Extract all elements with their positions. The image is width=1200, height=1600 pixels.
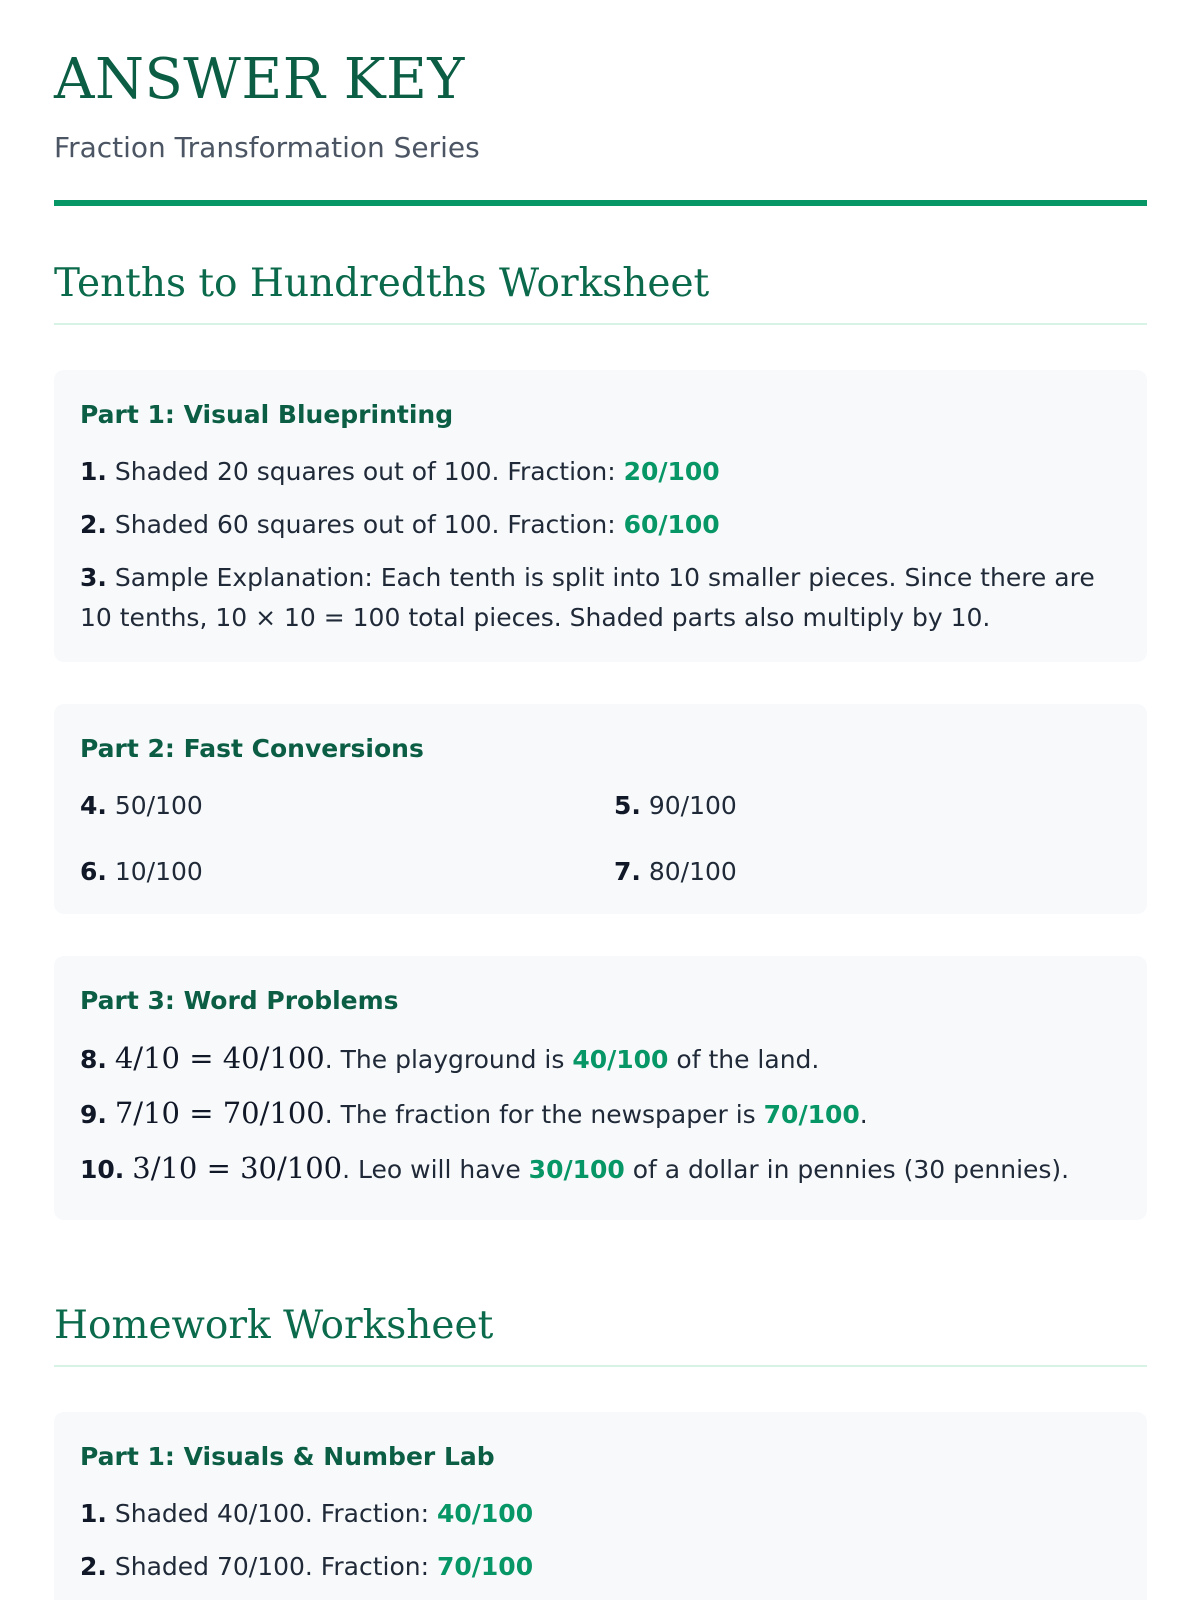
answer-text: Sample Explanation: Each tenth is split into 10 smaller pieces. Since there are 10 tenths, 10 × 10 = 100 total pieces. Shaded parts also multiply by 10. bbox=[80, 563, 1095, 632]
title-divider bbox=[54, 200, 1147, 206]
part-title: Part 2: Fast Conversions bbox=[80, 734, 424, 763]
part-title: Part 1: Visual Blueprinting bbox=[80, 400, 454, 429]
conversion-value: 10/100 bbox=[114, 857, 203, 886]
conversion-value: 80/100 bbox=[648, 857, 737, 886]
question-number: 1. bbox=[80, 457, 107, 486]
part-card-visuals-number-lab bbox=[54, 1412, 1147, 1600]
answer-text: . The fraction for the newspaper is bbox=[324, 1100, 756, 1129]
question-number: 2. bbox=[80, 510, 107, 539]
answer-value: 70/100 bbox=[763, 1100, 860, 1129]
answer-value: 40/100 bbox=[572, 1045, 669, 1074]
part-card-visual-blueprinting bbox=[54, 370, 1147, 662]
answer-value: 40/100 bbox=[436, 1499, 534, 1528]
answer-item-1 bbox=[80, 1494, 1121, 1534]
answer-item-1 bbox=[80, 452, 1121, 492]
math-expression: 4/10 = 40/100 bbox=[114, 1041, 325, 1075]
question-number: 4. bbox=[80, 791, 107, 820]
answer-item-2 bbox=[80, 1547, 1121, 1587]
answer-text: . The playground is bbox=[324, 1045, 565, 1074]
answer-text: Shaded 40/100. Fraction: bbox=[114, 1499, 430, 1528]
answer-item-8 bbox=[80, 1038, 1121, 1080]
answer-text: Shaded 20 squares out of 100. Fraction: bbox=[114, 457, 616, 486]
question-number: 9. bbox=[80, 1100, 107, 1129]
conversion-item-5 bbox=[614, 786, 1121, 826]
answer-value: 60/100 bbox=[623, 510, 720, 539]
question-number: 10. bbox=[80, 1155, 125, 1184]
question-number: 2. bbox=[80, 1552, 107, 1581]
math-expression: 3/10 = 30/100 bbox=[132, 1151, 343, 1185]
answer-item-3 bbox=[80, 558, 1121, 638]
answer-text-end: . bbox=[859, 1100, 868, 1129]
part-title: Part 1: Visuals & Number Lab bbox=[80, 1442, 495, 1471]
part-card-fast-conversions bbox=[54, 704, 1147, 914]
answer-item-2 bbox=[80, 505, 1121, 545]
math-expression: 7/10 = 70/100 bbox=[114, 1096, 325, 1130]
answer-item-9 bbox=[80, 1093, 1121, 1135]
question-number: 1. bbox=[80, 1499, 107, 1528]
conversion-grid bbox=[80, 786, 1121, 892]
answer-text-end: of a dollar in pennies (30 pennies). bbox=[632, 1155, 1070, 1184]
question-number: 8. bbox=[80, 1045, 107, 1074]
section-heading-tenths-to-hundredths: Tenths to Hundredths Worksheet bbox=[54, 264, 1147, 325]
section-heading-homework: Homework Worksheet bbox=[54, 1306, 1147, 1367]
answer-value: 30/100 bbox=[528, 1155, 625, 1184]
answer-item-10 bbox=[80, 1148, 1121, 1190]
answer-text: . Leo will have bbox=[342, 1155, 521, 1184]
conversion-item-4 bbox=[80, 786, 614, 826]
page-subtitle: Fraction Transformation Series bbox=[54, 131, 480, 164]
part-card-word-problems bbox=[54, 956, 1147, 1220]
conversion-value: 90/100 bbox=[648, 791, 737, 820]
answer-text-end: of the land. bbox=[676, 1045, 820, 1074]
answer-text: Shaded 70/100. Fraction: bbox=[114, 1552, 430, 1581]
question-number: 7. bbox=[614, 857, 641, 886]
part-title: Part 3: Word Problems bbox=[80, 986, 399, 1015]
question-number: 5. bbox=[614, 791, 641, 820]
answer-text: Shaded 60 squares out of 100. Fraction: bbox=[114, 510, 616, 539]
question-number: 6. bbox=[80, 857, 107, 886]
conversion-item-7 bbox=[614, 852, 1121, 892]
answer-value: 20/100 bbox=[623, 457, 720, 486]
conversion-item-6 bbox=[80, 852, 614, 892]
answer-value: 70/100 bbox=[436, 1552, 534, 1581]
question-number: 3. bbox=[80, 563, 107, 592]
page-title: ANSWER KEY bbox=[54, 47, 465, 112]
conversion-value: 50/100 bbox=[114, 791, 203, 820]
